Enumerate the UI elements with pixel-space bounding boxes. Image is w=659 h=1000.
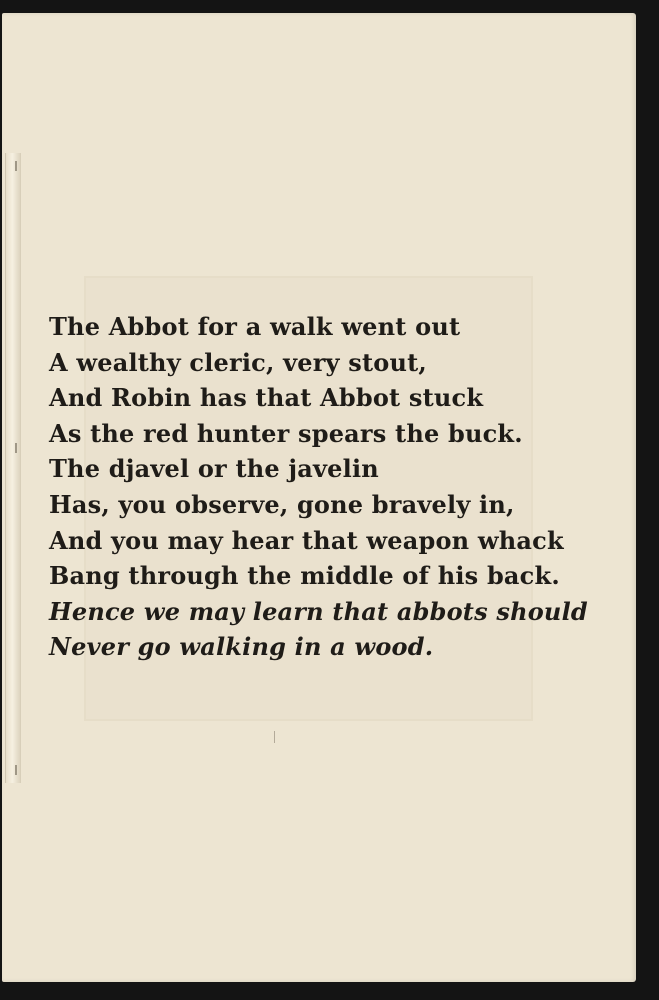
poem-line: A wealthy cleric, very stout,: [49, 347, 427, 377]
binding-thread-mark: [15, 161, 17, 171]
poem-line: As the red hunter spears the buck.: [49, 418, 523, 448]
poem-line: The Abbot for a walk went out: [49, 312, 461, 341]
poem-line: Bang through the middle of his back.: [49, 561, 560, 591]
poem-moral-line: Never go walking in a wood.: [49, 632, 434, 662]
poem-line: Has, you observe, gone bravely in,: [49, 489, 515, 519]
page-binding-edge: [5, 153, 21, 783]
binding-thread-mark: [15, 765, 17, 775]
poem-line: And Robin has that Abbot stuck: [49, 383, 484, 413]
poem-line: And you may hear that weapon whack: [49, 525, 564, 555]
poem-text-block: [49, 309, 609, 665]
poem-line: The djavel or the javelin: [49, 454, 379, 484]
pencil-mark: [274, 731, 275, 743]
book-page: [2, 13, 636, 982]
poem-moral-line: Hence we may learn that abbots should: [49, 596, 588, 626]
binding-thread-mark: [15, 443, 17, 453]
